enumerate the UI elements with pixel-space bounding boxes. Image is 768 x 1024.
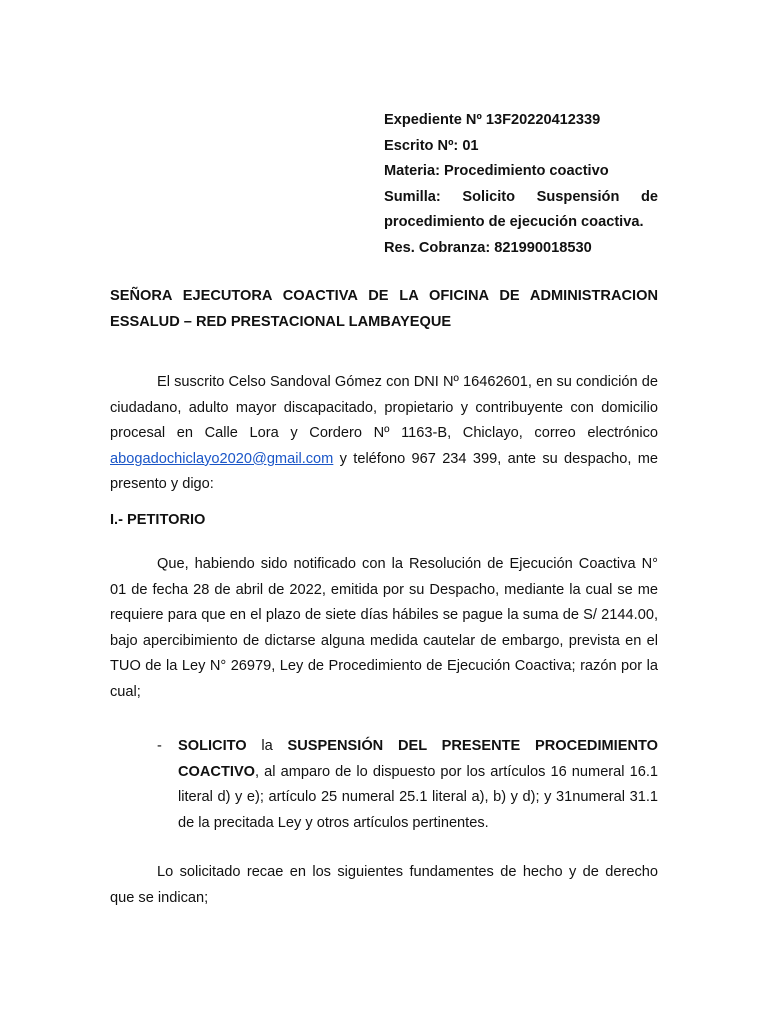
expediente-number: Expediente Nº 13F20220412339 bbox=[384, 112, 601, 128]
request-bullet-rest bbox=[178, 760, 658, 837]
bullet-dash: - bbox=[157, 738, 162, 754]
article-la: la bbox=[246, 738, 288, 754]
res-cobranza: Res. Cobranza: 821990018530 bbox=[384, 239, 592, 256]
email-link[interactable]: abogadochiclayo2020@gmail.com bbox=[110, 450, 334, 467]
request-bullet-text: , al amparo de lo dispuesto por los artículos 16 numeral 16.1 literal d) y e); artículo 25 numeral 25.1 literal a), b) y d); y 31numeral 31.1 de la precitada Ley y otros artículos pertinentes. bbox=[178, 763, 658, 831]
materia: Materia: Procedimiento coactivo bbox=[384, 163, 609, 179]
addressee bbox=[110, 283, 658, 335]
case-header bbox=[384, 108, 658, 261]
request-bullet-line-1 bbox=[178, 734, 658, 760]
sumilla-line-1: Sumilla: Solicito Suspensión de bbox=[384, 188, 658, 205]
petitorio-paragraph bbox=[110, 552, 658, 706]
intro-text-1: El suscrito Celso Sandoval Gómez con DNI Nº 16462601, en su condición de ciudadano, adulto mayor discapacitado, propietario y contribuyente con domicilio procesal en Calle Lora y Cordero Nº 1163-B, Chiclayo, correo electrónico bbox=[110, 374, 658, 442]
escrito-number: Escrito Nº: 01 bbox=[384, 137, 479, 154]
intro-text-2: y teléfono 967 234 399, ante su despacho, me presento y digo: bbox=[110, 450, 658, 493]
solicito-keyword: SOLICITO bbox=[178, 738, 247, 754]
sumilla-line-2: procedimiento de ejecución coactiva. bbox=[384, 214, 644, 230]
closing-text: Lo solicitado recae en los siguientes fundamentes de hecho y de derecho que se indican; bbox=[110, 864, 658, 906]
closing-paragraph bbox=[110, 860, 658, 911]
section-title-petitorio: I.- PETITORIO bbox=[110, 512, 206, 528]
addressee-line-2: ESSALUD – RED PRESTACIONAL LAMBAYEQUE bbox=[110, 314, 452, 330]
addressee-line-1: SEÑORA EJECUTORA COACTIVA DE LA OFICINA DE ADMINISTRACION bbox=[110, 288, 658, 304]
petitorio-text: Que, habiendo sido notificado con la Resolución de Ejecución Coactiva N° 01 de fecha 28 de abril de 2022, emitida por su Despacho, mediante la cual se me requiere para que en el plazo de siete días hábiles se pague la suma de S/ 2144.00, bajo apercibimiento de dictarse alguna medida cautelar de embargo, prevista en el TUO de la Ley N° 26979, Ley de Procedimiento de Ejecución Coactiva; razón por la cual; bbox=[110, 556, 658, 700]
request-bullet bbox=[178, 734, 658, 836]
coactivo-keyword: COACTIVO bbox=[178, 763, 256, 780]
suspension-keyword: SUSPENSIÓN DEL PRESENTE PROCEDIMIENTO bbox=[287, 738, 659, 754]
intro-paragraph bbox=[110, 370, 658, 498]
